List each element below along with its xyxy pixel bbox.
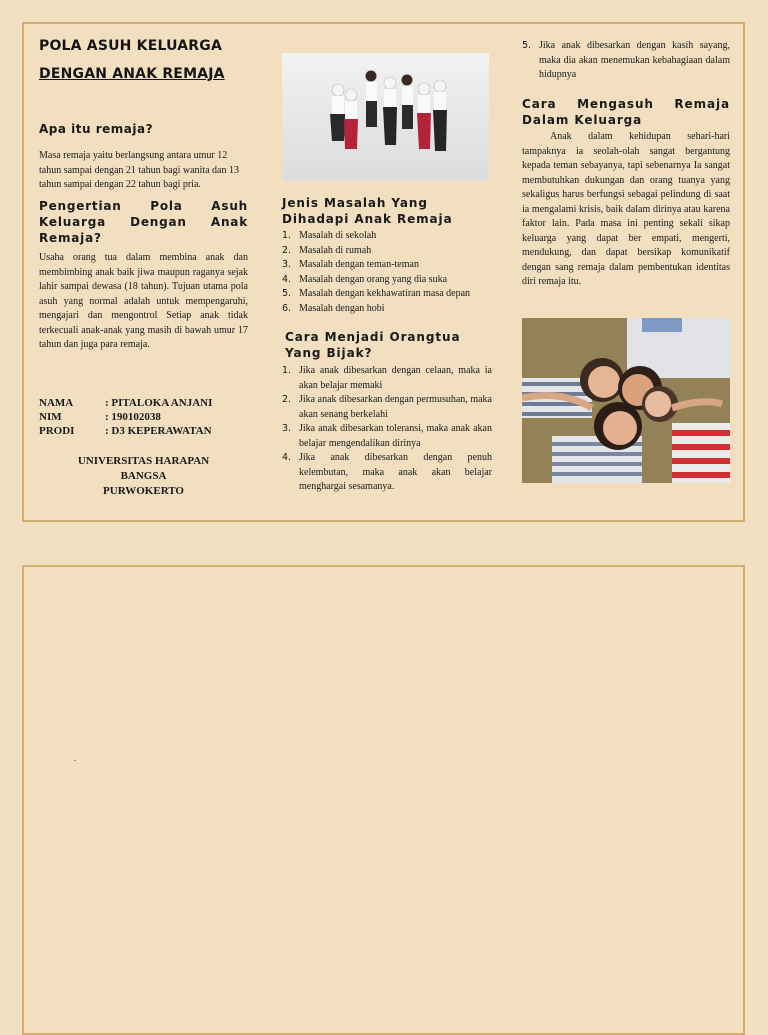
stray-mark: . (74, 753, 77, 763)
brochure-page-2 (22, 565, 745, 1035)
problems-list (282, 229, 492, 316)
title-line-2: DENGAN ANAK REMAJA (39, 66, 225, 82)
problems-heading: Jenis Masalah Yang Dihadapi Anak Remaja (282, 196, 453, 226)
care-heading: Cara Mengasuh Remaja Dalam Keluarga (522, 97, 730, 127)
wise-parent-list (282, 364, 492, 495)
student-identity (39, 396, 248, 438)
university-line-2: BANGSA (120, 470, 167, 482)
list-item: 5. Jika anak dibesarkan dengan kasih sayang, maka dia akan menemukan kebahagiaan dalam hidupnya (522, 40, 730, 80)
list-item: 2. Jika anak dibesarkan dengan permusuhan, maka akan senang berkelahi (282, 394, 492, 420)
list-item: 3. Masalah dengan teman-teman (282, 259, 419, 270)
teens-group-photo (282, 53, 489, 181)
identity-row-name: NAMA : PITALOKA ANJANI (39, 397, 213, 409)
university-line-3: PURWOKERTO (103, 485, 184, 497)
family-photo (522, 318, 730, 483)
brochure-page-1 (22, 22, 745, 522)
list-item: 1. Masalah di sekolah (282, 230, 377, 241)
identity-row-prodi: PRODI : D3 KEPERAWATAN (39, 425, 212, 437)
list-item: 5. Masalah dengan kekhawatiran masa depan (282, 288, 471, 299)
list-item: 1. Jika anak dibesarkan dengan celaan, maka ia akan belajar memaki (282, 365, 492, 391)
wise-parent-list-continued (522, 39, 730, 83)
list-item: 4. Masalah dengan orang yang dia suka (282, 273, 448, 285)
title-line-1: POLA ASUH KELUARGA (39, 38, 222, 54)
list-item: 3. Jika anak dibesarkan toleransi, maka anak akan belajar mengendalikan dirinya (282, 423, 492, 449)
list-item: 2. Masalah di rumah (282, 244, 372, 256)
teens-group-illustration (282, 53, 489, 181)
wise-parent-heading: Cara Menjadi Orangtua Yang Bijak? (285, 330, 461, 360)
university-line-1: UNIVERSITAS HARAPAN (77, 455, 210, 467)
university-block (39, 454, 248, 499)
list-item: 4. Jika anak dibesarkan dengan penuh kelembutan, maka anak akan belajar menghargai sesamanya. (282, 452, 492, 492)
what-heading: Apa itu remaja? (39, 122, 154, 136)
list-item: 6. Masalah dengan hobi (282, 302, 385, 314)
what-body: Masa remaja yaitu berlangsung antara umur 12 tahun sampai dengan 21 tahun bagi wanita dan 13 tahun sampai dengan 22 tahun bagi pria. (39, 150, 239, 190)
identity-row-nim: NIM : 190102038 (39, 411, 161, 423)
care-body: Anak dalam kehidupan sehari-hari tampaknya ia seolah-olah sangat bergantung kepada teman sebayanya, tapi sebenarnya Ia sangat membutuhkan dukungan dan orang tuanya yang sekaligus harus berfungsi sebagai pelindung di saat ia mengalami krisis, baik dalam dirinya atau karena faktor lain. Pada masa ini penting sekali sikap keluarga yang dapat ber empati, mengerti, mendukung, dan dapat bersikap komunikatif dengan sang remaja dalam pembentukan identitas diri remaja itu. (522, 131, 730, 287)
family-illustration (522, 318, 730, 483)
definition-heading: Pengertian Pola Asuh Keluarga Dengan Anak Remaja? (39, 199, 248, 245)
definition-body: Usaha orang tua dalam membina anak dan membimbing anak baik jiwa maupun raganya sejak lahir sampai dewasa (18 tahun). Tujuan utama pola asuh yang normal adalah untuk mempengaruhi, mengajari dan mengontrol Setiap anak tidak terkecuali anak-anak yang masih di bawah umur 17 tahun dan juga para remaja. (39, 252, 248, 350)
